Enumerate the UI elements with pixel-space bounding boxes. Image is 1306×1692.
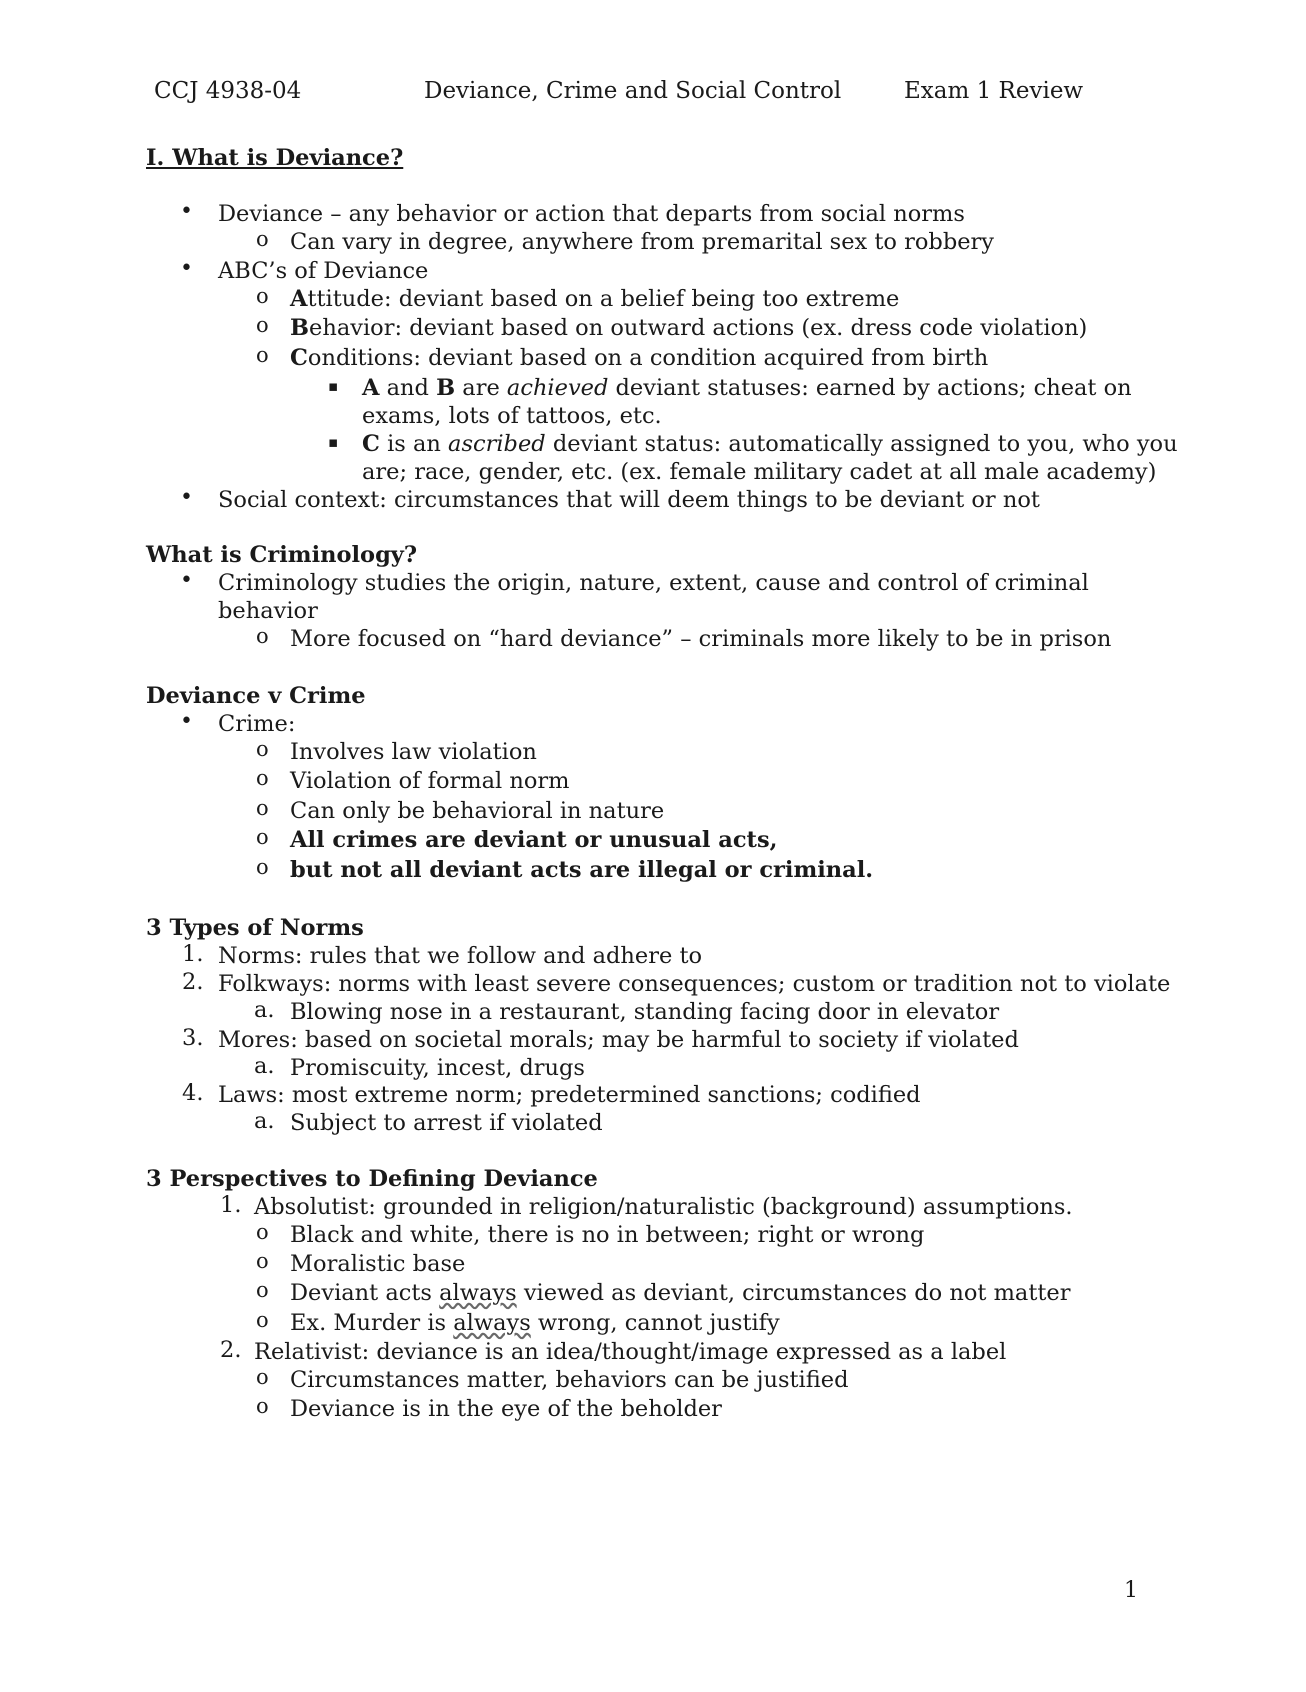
relativist-point: Deviance is in the eye of the beholder xyxy=(290,1396,722,1422)
crime-item-bold: All crimes are deviant or unusual acts, xyxy=(290,827,778,853)
absolutist-point xyxy=(290,1308,780,1338)
bullet-circle: o xyxy=(256,1220,269,1244)
crime-item-bold: but not all deviant acts are illegal or criminal. xyxy=(290,857,874,883)
achieved-status-cont: exams, lots of tattoos, etc. xyxy=(362,403,662,429)
achieved-term: achieved xyxy=(506,375,609,401)
criminology-definition-cont: behavior xyxy=(218,598,318,624)
norm-example: Promiscuity, incest, drugs xyxy=(290,1055,585,1081)
text-pre: Deviant acts xyxy=(290,1280,440,1306)
deviance-definition: Deviance – any behavior or action that departs from social norms xyxy=(218,201,965,227)
bullet-disc: • xyxy=(180,485,193,510)
list-number: 4. xyxy=(182,1080,204,1106)
list-letter: a. xyxy=(254,1053,275,1079)
norm-example: Subject to arrest if violated xyxy=(290,1110,603,1136)
bullet-disc: • xyxy=(180,256,193,281)
section-heading-types-of-norms: 3 Types of Norms xyxy=(146,915,364,941)
bullet-disc: • xyxy=(180,568,193,593)
bullet-circle: o xyxy=(256,766,269,790)
abc-conditions xyxy=(290,343,988,373)
bullet-circle: o xyxy=(256,227,269,251)
crime-label: Crime: xyxy=(218,711,296,737)
norm-item: Laws: most extreme norm; predetermined sanctions; codified xyxy=(218,1082,921,1108)
bullet-circle: o xyxy=(256,1394,269,1418)
bullet-circle: o xyxy=(256,825,269,849)
perspective-relativist: Relativist: deviance is an idea/thought/image expressed as a label xyxy=(254,1339,1007,1365)
bullet-square: ▪ xyxy=(328,377,339,395)
crime-item: Can only be behavioral in nature xyxy=(290,798,665,824)
bullet-circle: o xyxy=(256,343,269,367)
text-post: viewed as deviant, circumstances do not matter xyxy=(516,1280,1071,1306)
behavior-text: ehavior: deviant based on outward actions (ex. dress code violation) xyxy=(309,315,1088,341)
section-heading-perspectives: 3 Perspectives to Defining Deviance xyxy=(146,1166,598,1192)
course-title: Deviance, Crime and Social Control xyxy=(424,78,842,104)
is-text: is an xyxy=(379,431,449,457)
bullet-disc: • xyxy=(180,199,193,224)
bullet-disc: • xyxy=(180,709,193,734)
norm-example: Blowing nose in a restaurant, standing facing door in elevator xyxy=(290,999,1000,1025)
bullet-circle: o xyxy=(256,737,269,761)
section-heading-criminology: What is Criminology? xyxy=(146,542,418,568)
ascribed-term: ascribed xyxy=(448,431,546,457)
text-post: wrong, cannot justify xyxy=(530,1310,780,1336)
page-header xyxy=(154,78,1154,112)
list-letter: a. xyxy=(254,997,275,1023)
crime-item: Violation of formal norm xyxy=(290,768,570,794)
bold-b: B xyxy=(436,375,456,401)
bullet-circle: o xyxy=(256,855,269,879)
norm-item: Norms: rules that we follow and adhere to xyxy=(218,943,703,969)
section-heading-deviance: I. What is Deviance? xyxy=(146,145,404,171)
bullet-circle: o xyxy=(256,1249,269,1273)
always-word: always xyxy=(439,1280,517,1306)
deviance-degree: Can vary in degree, anywhere from premarital sex to robbery xyxy=(290,229,995,255)
abc-attitude xyxy=(290,284,899,314)
list-number: 2. xyxy=(220,1337,242,1363)
bullet-square: ▪ xyxy=(328,433,339,451)
bullet-circle: o xyxy=(256,1278,269,1302)
course-code: CCJ 4938-04 xyxy=(154,78,302,104)
achieved-text: deviant statuses: earned by actions; cheat on xyxy=(608,375,1132,401)
ascribed-text: deviant status: automatically assigned to you, who you xyxy=(545,431,1178,457)
bold-a: A xyxy=(362,375,380,401)
social-context: Social context: circumstances that will deem things to be deviant or not xyxy=(218,487,1040,513)
relativist-point: Circumstances matter, behaviors can be justified xyxy=(290,1367,849,1393)
criminology-definition: Criminology studies the origin, nature, extent, cause and control of criminal xyxy=(218,570,1089,596)
abc-behavior xyxy=(290,313,1087,343)
hard-deviance: More focused on “hard deviance” – criminals more likely to be in prison xyxy=(290,626,1112,652)
absolutist-point: Black and white, there is no in between; right or wrong xyxy=(290,1222,925,1248)
bullet-circle: o xyxy=(256,1365,269,1389)
attitude-text: ttitude: deviant based on a belief being too extreme xyxy=(307,286,900,312)
list-letter: a. xyxy=(254,1108,275,1134)
page-number: 1 xyxy=(1124,1578,1138,1603)
conditions-letter: C xyxy=(290,345,308,371)
norm-item: Mores: based on societal morals; may be harmful to society if violated xyxy=(218,1027,1019,1053)
ascribed-status xyxy=(362,429,1178,459)
always-word: always xyxy=(453,1310,531,1336)
conditions-text: onditions: deviant based on a condition acquired from birth xyxy=(307,345,989,371)
list-number: 3. xyxy=(182,1025,204,1051)
perspective-absolutist: Absolutist: grounded in religion/naturalistic (background) assumptions. xyxy=(254,1194,1073,1220)
abc-of-deviance: ABC’s of Deviance xyxy=(218,258,429,284)
bold-c: C xyxy=(362,431,380,457)
absolutist-point xyxy=(290,1278,1071,1308)
are-text: are xyxy=(455,375,507,401)
list-number: 1. xyxy=(182,941,204,967)
bullet-circle: o xyxy=(256,313,269,337)
text-pre: Ex. Murder is xyxy=(290,1310,454,1336)
section-heading-deviance-v-crime: Deviance v Crime xyxy=(146,683,366,709)
achieved-status xyxy=(362,373,1132,403)
bullet-circle: o xyxy=(256,796,269,820)
bullet-circle: o xyxy=(256,284,269,308)
attitude-letter: A xyxy=(290,286,308,312)
list-number: 1. xyxy=(220,1192,242,1218)
bullet-circle: o xyxy=(256,624,269,648)
and-text: and xyxy=(379,375,437,401)
exam-label: Exam 1 Review xyxy=(904,78,1084,104)
ascribed-status-cont: are; race, gender, etc. (ex. female military cadet at all male academy) xyxy=(362,459,1157,485)
behavior-letter: B xyxy=(290,315,310,341)
bullet-circle: o xyxy=(256,1308,269,1332)
crime-item: Involves law violation xyxy=(290,739,537,765)
absolutist-point: Moralistic base xyxy=(290,1251,466,1277)
norm-item: Folkways: norms with least severe consequences; custom or tradition not to violate xyxy=(218,971,1171,997)
list-number: 2. xyxy=(182,969,204,995)
